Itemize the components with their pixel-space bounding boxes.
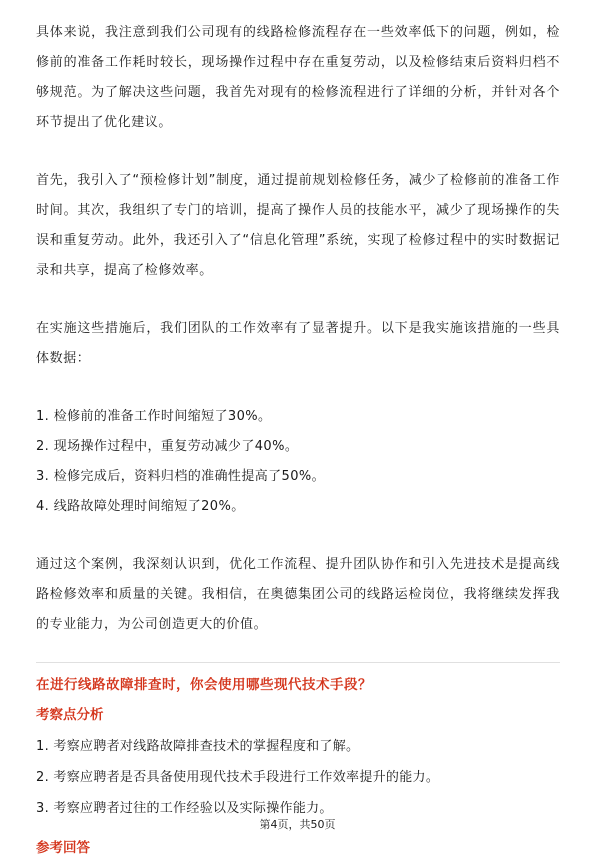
- interview-question: 在进行线路故障排查时，你会使用哪些现代技术手段？: [36, 677, 372, 693]
- paragraph-results-intro: 在实施这些措施后，我们团队的工作效率有了显著提升。以下是我实施该措施的一些具体数据：: [36, 321, 560, 366]
- paragraph-conclusion: 通过这个案例，我深刻认识到，优化工作流程、提升团队协作和引入先进技术是提高线路检修效率和质量的关键。我相信，在奥德集团公司的线路运检岗位，我将继续发挥我的专业能力，为公司创造更大的价值。: [36, 557, 560, 632]
- list-item: 1. 考察应聘者对线路故障排查技术的掌握程度和了解。: [36, 739, 360, 754]
- list-item: 2. 现场操作过程中，重复劳动减少了40%。: [36, 439, 299, 454]
- list-item: 3. 检修完成后，资料归档的准确性提高了50%。: [36, 469, 326, 484]
- list-item: 1. 检修前的准备工作时间缩短了30%。: [36, 409, 272, 424]
- paragraph-problem-analysis: 具体来说，我注意到我们公司现有的线路检修流程存在一些效率低下的问题，例如，检修前的准备工作耗时较长，现场操作过程中存在重复劳动，以及检修结束后资料归档不够规范。为了解决这些问题，我首先对现有的检修流程进行了详细的分析，并针对各个环节提出了优化建议。: [36, 25, 560, 130]
- list-item: 4. 线路故障处理时间缩短了20%。: [36, 499, 245, 514]
- page-number-footer: 第4页，共50页: [259, 818, 336, 831]
- page-content: [36, 18, 560, 864]
- list-item: 2. 考察应聘者是否具备使用现代技术手段进行工作效率提升的能力。: [36, 770, 440, 785]
- results-list: [36, 402, 560, 522]
- analysis-heading: 考察点分析: [36, 707, 104, 723]
- paragraph-measures: 首先，我引入了“预检修计划”制度，通过提前规划检修任务，减少了检修前的准备工作时间。其次，我组织了专门的培训，提高了操作人员的技能水平，减少了现场操作的失误和重复劳动。此外，我还引入了“信息化管理”系统，实现了检修过程中的实时数据记录和共享，提高了检修效率。: [36, 173, 560, 278]
- list-item: 3. 考察应聘者过往的工作经验以及实际操作能力。: [36, 801, 333, 816]
- section-divider: [36, 662, 560, 663]
- analysis-list: [36, 731, 560, 824]
- answer-heading: 参考回答: [36, 840, 90, 856]
